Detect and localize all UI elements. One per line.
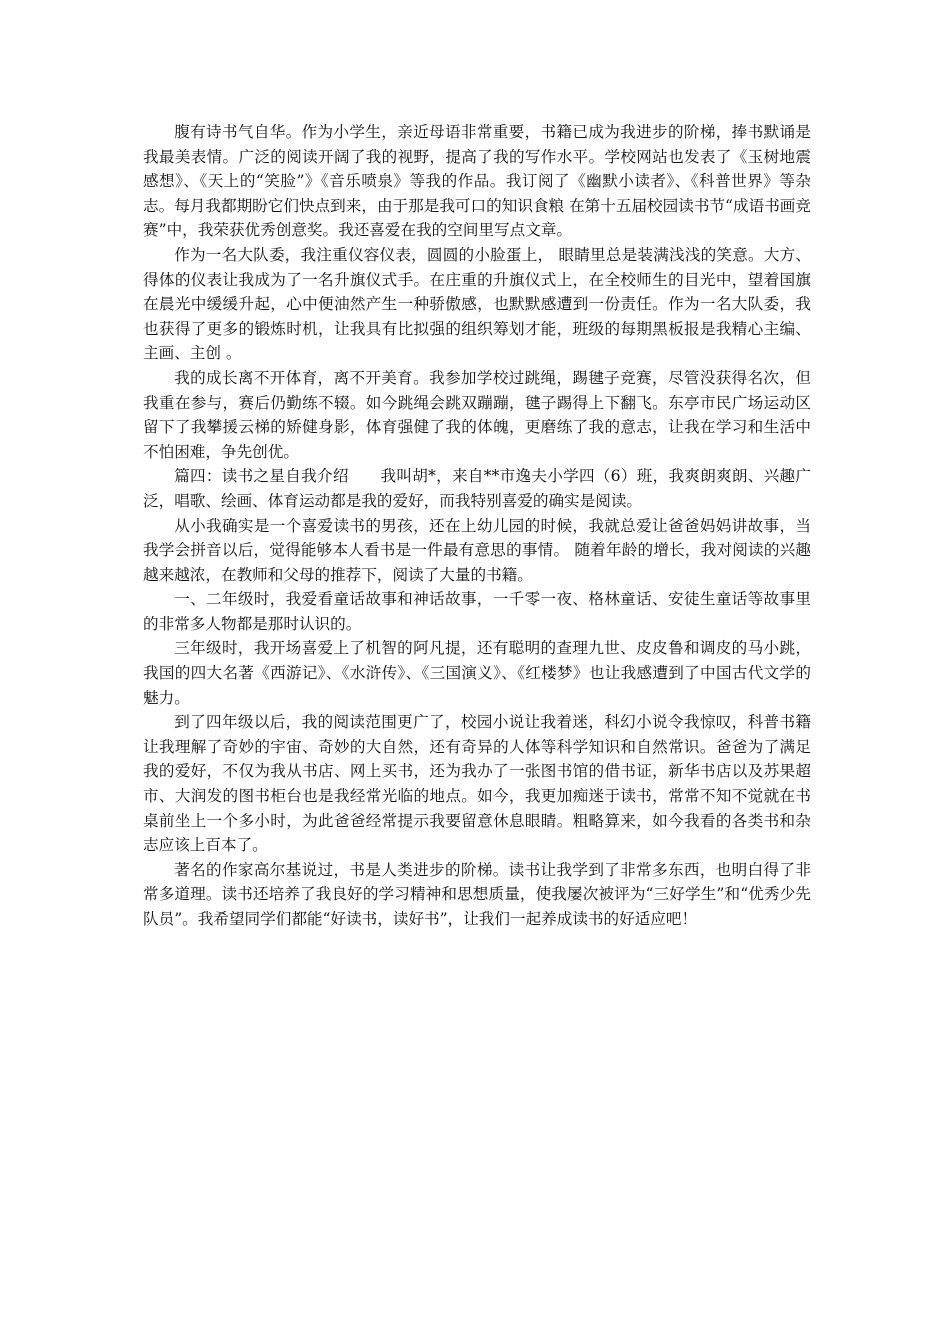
paragraph-poetry-books: 腹有诗书气自华。作为小学生，亲近母语非常重要，书籍已成为我进步的阶梯，捧书默诵是我最美表情。广泛的阅读开阔了我的视野，提高了我的写作水平。学校网站也发表了《玉树地震感想》、《天上的“笑脸”》《音乐喷泉》等我的作品。我订阅了《幽默小读者》、《科普世界》等杂志。每月我都期盼它们快点到来，由于那是我可口的知识食粮 在第十五届校园读书节“成语书画竞赛”中，我荣获优秀创意奖。我还喜爱在我的空间里写点文章。	[143, 123, 811, 240]
paragraph-gorky-quote: 著名的作家高尔基说过，书是人类进步的阶梯。读书让我学到了非常多东西，也明白得了非常多道理。读书还培养了我良好的学习精神和思想质量，使我屡次被评为“三好学生”和“优秀少先队员”。我希望同学们都能“好读书，读好书”，让我们一起养成读书的好适应吧！	[143, 860, 811, 928]
paragraph-brigade-committee: 作为一名大队委，我注重仪容仪表，圆圆的小脸蛋上， 眼睛里总是装满浅浅的笑意。大方、得体的仪表让我成为了一名升旗仪式手。在庄重的升旗仪式上，在全校师生的目光中，望着国旗在晨光中缓缓升起，心中便油然产生一种骄傲感，也默默感遭到一份责任。作为一名大队委，我也获得了更多的锻炼时机，让我具有比拟强的组织筹划才能，班级的每期黑板报是我精心主编、主画、主创 。	[143, 245, 811, 363]
paragraph-grade-four: 到了四年级以后，我的阅读范围更广了，校园小说让我着迷，科幻小说令我惊叹，科普书籍让我理解了奇妙的宇宙、奇妙的大自然，还有奇异的人体等科学知识和自然常识。爸爸为了满足我的爱好，不仅为我从书店、网上买书，还为我办了一张图书馆的借书证，新华书店以及苏果超市、大润发的图书柜台也是我经常光临的地点。如今，我更加痴迷于读书，常常不知不觉就在书桌前坐上一个多小时，为此爸爸经常提示我要留意休息眼睛。粗略算来，如今我看的各类书和杂志应该上百本了。	[143, 713, 811, 855]
paragraph-grades-one-two: 一、二年级时，我爱看童话故事和神话故事，一千零一夜、格林童话、安徒生童话等故事里的非常多人物都是那时认识的。	[143, 590, 811, 633]
paragraph-sports-arts: 我的成长离不开体育，离不开美育。我参加学校过跳绳，踢毽子竞赛，尽管没获得名次，但我重在参与，赛后仍勤练不辍。如今跳绳会跳双蹦蹦，毽子踢得上下翻飞。东亭市民广场运动区留下了我攀援云梯的矫健身影，体育强健了我的体魄，更磨练了我的意志，让我在学习和生活中不怕困难，争先创优。	[143, 368, 811, 461]
paragraph-grade-three: 三年级时，我开场喜爱上了机智的阿凡提，还有聪明的查理九世、皮皮鲁和调皮的马小跳，我国的四大名著《西游记》、《水浒传》、《三国演义》、《红楼梦》也让我感遭到了中国古代文学的魅力。	[143, 639, 811, 707]
paragraph-chapter-four-intro: 篇四：读书之星自我介绍 我叫胡*，来自**市逸夫小学四（6）班，我爽朗爽朗、兴趣广泛，唱歌、绘画、体育运动都是我的爱好，而我特别喜爱的确实是阅读。	[143, 467, 811, 510]
document-body	[143, 120, 811, 932]
paragraph-childhood-reading: 从小我确实是一个喜爱读书的男孩，还在上幼儿园的时候，我就总爱让爸爸妈妈讲故事，当我学会拼音以后，觉得能够本人看书是一件最有意思的事情。 随着年龄的增长，我对阅读的兴趣越来越浓，在教师和父母的推荐下，阅读了大量的书籍。	[143, 516, 811, 584]
